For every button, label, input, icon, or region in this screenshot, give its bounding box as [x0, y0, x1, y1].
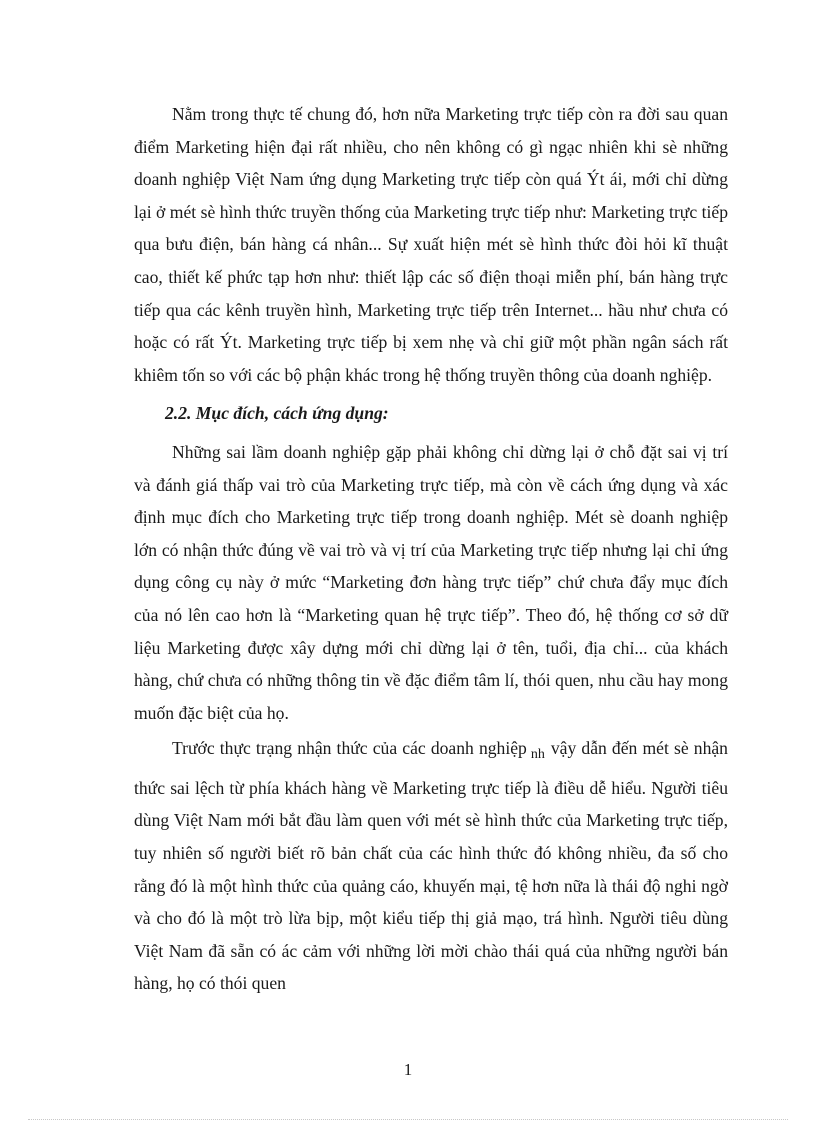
paragraph: Nằm trong thực tế chung đó, hơn nữa Marketing trực tiếp còn ra đời sau quan điểm Marketing hiện đại rất nhiều, cho nên không có gì ngạc nhiên khi sè những doanh nghiệp Việt Nam ứng dụng Marketing trực tiếp còn quá Ýt ái, mới chỉ dừng lại ở mét sè hình thức truyền thống của Marketing trực tiếp như: Marketing trực tiếp qua bưu điện, bán hàng cá nhân... Sự xuất hiện mét sè hình thức đòi hỏi kĩ thuật cao, thiết kế phức tạp hơn như: thiết lập các số điện thoại miễn phí, bán hàng trực tiếp qua các kênh truyền hình, Marketing trực tiếp trên Internet... hầu như chưa có hoặc có rất Ýt. Marketing trực tiếp bị xem nhẹ và chỉ giữ một phần ngân sách rất khiêm tốn so với các bộ phận khác trong hệ thống truyền thông của doanh nghiệp.	[134, 104, 728, 385]
page-body	[134, 98, 728, 1000]
subscript-fragment: nh	[530, 747, 545, 763]
paragraph: Những sai lầm doanh nghiệp gặp phải không chỉ dừng lại ở chỗ đặt sai vị trí và đánh giá thấp vai trò của Marketing trực tiếp, mà còn về cách ứng dụng và xác định mục đích cho Marketing trực tiếp trong doanh nghiệp. Mét sè doanh nghiệp lớn có nhận thức đúng về vai trò và vị trí của Marketing trực tiếp nhưng lại chỉ ứng dụng công cụ này ở mức “Marketing đơn hàng trực tiếp” chứ chưa đẩy mục đích của nó lên cao hơn là “Marketing quan hệ trực tiếp”. Theo đó, hệ thống cơ sở dữ liệu Marketing được xây dựng mới chỉ dừng lại ở tên, tuổi, địa chỉ... của khách hàng, chứ chưa có những thông tin về đặc điểm tâm lí, thói quen, nhu cầu hay mong muốn đặc biệt của họ.	[134, 441, 728, 723]
paragraph-text: Trước thực trạng nhận thức của các doanh nghiệp	[172, 738, 527, 759]
paragraph	[134, 732, 728, 1000]
page-bottom-divider	[28, 1119, 788, 1120]
page-number: 1	[403, 1060, 413, 1079]
paragraph-text: vậy dẫn đến mét sè nhận thức sai lệch từ phía khách hàng về Marketing trực tiếp là điều dễ hiểu. Người tiêu dùng Việt Nam mới bắt đầu làm quen với mét sè hình thức của Marketing trực tiếp, tuy nhiên số người biết rõ bản chất của các hình thức đó không nhiều, đa số cho rằng đó là một hình thức của quảng cáo, khuyến mại, tệ hơn nữa là thái độ nghi ngờ và cho đó là một trò lừa bịp, một kiểu tiếp thị giả mạo, trá hình. Người tiêu dùng Việt Nam đã sẵn có ác cảm với những lời mời chào thái quá của những người bán hàng, họ có thói quen	[134, 738, 728, 994]
section-heading: 2.2. Mục đích, cách ứng dụng:	[165, 403, 389, 424]
